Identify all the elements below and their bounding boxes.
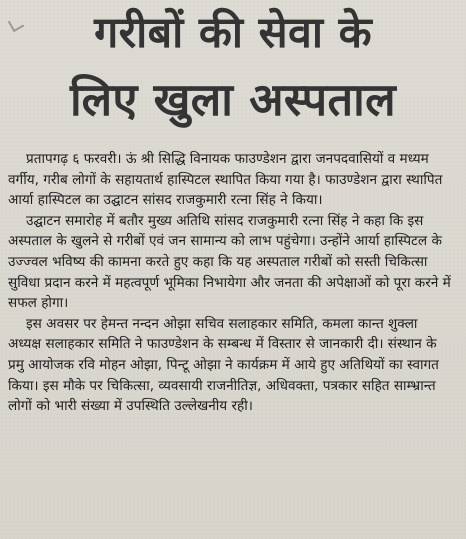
- headline-line-1: गरीबों की सेवा के: [94, 8, 372, 58]
- article-paragraph-2: उद्घाटन समारोह में बतौर मुख्य अतिथि सांसद राजकुमारी रत्ना सिंह ने कहा कि इस अस्पताल के खुलने से गरीबों एवं जन सामान्य को लाभ पहुंचेगा। उन्होंने आर्या हास्पिटल के उज्ज्वल भविष्य की कामना करते हुए कहा कि यह अस्पताल गरीबों को सस्ती चिकित्सा सुविधा प्रदान करने में महत्वपूर्ण भूमिका निभायेगा और जनता की अपेक्षाओं को पूरा करने में सफल होगा।: [8, 212, 451, 312]
- article-body: [8, 149, 452, 417]
- headline-line-2: लिए खुला अस्पताल: [70, 73, 396, 126]
- article-paragraph-3: इस अवसर पर हेमन्त नन्दन ओझा सचिव सलाहकार समिति, कमला कान्त शुक्ला अध्यक्ष सलाहकार समिति ने फाउण्डेशन के सम्बन्ध में विस्तार से जानकारी दी। संस्थान के प्रमु आयोजक रवि मोहन ओझा, पिन्टू ओझा ने कार्यक्रम में आये हुए अतिथियों का स्वागत किया। इस मौके पर चिकित्सा, व्यवसायी राजनीतिज्ञ, अधिवक्ता, पत्रकार सहित साम्भ्रान्त लोगों को भारी संख्या में उपस्थिति उल्लेखनीय रही।: [8, 315, 439, 415]
- article-paragraph-1: प्रतापगढ़ ६ फरवरी। ऊं श्री सिद्धि विनायक फाउण्डेशन द्वारा जनपदवासियों व मध्यम वर्गीय, गरीब लोगों के सहायतार्थ हास्पिटल स्थापित किया गया है। फाउण्डेशन द्वारा स्थापित आर्या हास्पिटल का उद्घाटन सांसद राजकुमारी रत्ना सिंह ने किया।: [8, 151, 443, 209]
